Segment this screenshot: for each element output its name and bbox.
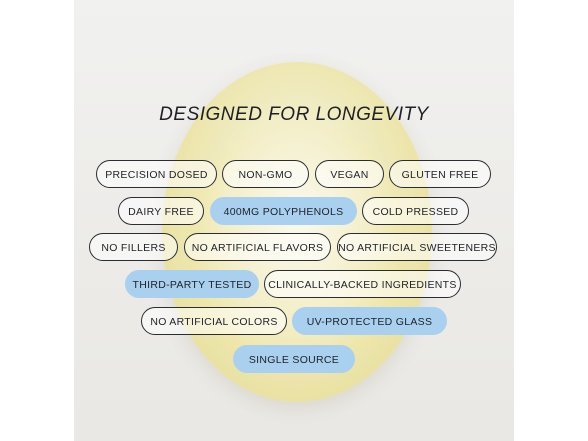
badge-single-source: SINGLE SOURCE [233,345,355,373]
badge-clinically-backed: CLINICALLY-BACKED INGREDIENTS [264,270,461,298]
badge-no-artificial-flavors: NO ARTIFICIAL FLAVORS [184,233,331,261]
badge-non-gmo: NON-GMO [222,160,309,188]
badge-third-party-tested: THIRD-PARTY TESTED [125,270,259,298]
page-title: DESIGNED FOR LONGEVITY [159,104,429,125]
badge-uv-protected-glass: UV-PROTECTED GLASS [292,307,447,335]
badge-no-artificial-sweeteners: NO ARTIFICIAL SWEETENERS [337,233,497,261]
badge-dairy-free: DAIRY FREE [118,197,204,225]
badge-gluten-free: GLUTEN FREE [389,160,491,188]
badge-no-artificial-colors: NO ARTIFICIAL COLORS [141,307,287,335]
badge-no-fillers: NO FILLERS [89,233,178,261]
badge-cold-pressed: COLD PRESSED [362,197,469,225]
badge-vegan: VEGAN [315,160,384,188]
badge-precision-dosed: PRECISION DOSED [96,160,217,188]
badge-polyphenols: 400MG POLYPHENOLS [210,197,357,225]
